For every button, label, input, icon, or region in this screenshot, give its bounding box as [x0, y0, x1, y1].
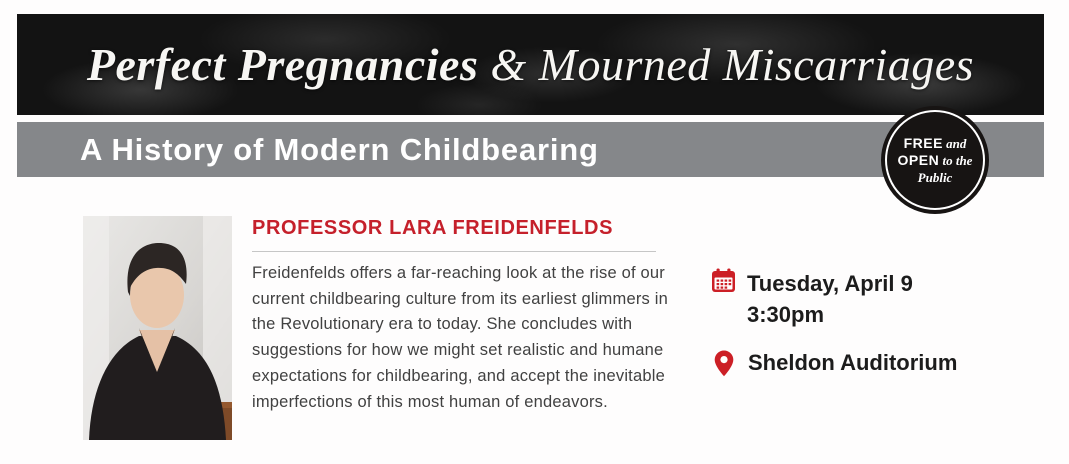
badge-line-3: Public — [917, 169, 953, 185]
poster-title-rest: & Mourned Miscarriages — [478, 39, 975, 90]
heading-divider — [252, 251, 656, 252]
event-location-text: Sheldon Auditorium — [748, 350, 958, 375]
map-pin-icon — [714, 350, 734, 382]
poster-title — [87, 38, 974, 91]
event-time: 3:30pm — [747, 302, 825, 327]
calendar-icon — [711, 268, 736, 330]
badge-text — [898, 135, 973, 186]
poster-title-emphasis: Perfect Pregnancies — [86, 39, 479, 90]
speaker-portrait-photo — [83, 216, 232, 440]
speaker-name-heading: PROFESSOR LARA FREIDENFELDS — [252, 217, 614, 239]
event-date: Tuesday, April 9 — [747, 271, 913, 296]
free-open-badge — [881, 106, 989, 214]
badge-line-1: FREE and — [903, 134, 967, 151]
event-datetime-row — [711, 268, 913, 330]
badge-line-2: OPEN to the — [897, 151, 973, 168]
talk-description: Freidenfelds offers a far-reaching look at the rise of our current childbearing culture from its earliest glimmers in the Revolutionary era to today. She concludes with suggestions for how we might set realistic and humane expectations for childbearing, and accept the inevitable imperfections of this most human of endeavors. — [252, 264, 668, 411]
event-datetime-text — [747, 268, 913, 330]
event-location-row — [714, 350, 957, 382]
title-banner — [17, 14, 1044, 115]
poster-subtitle: A History of Modern Childbearing — [80, 131, 599, 167]
